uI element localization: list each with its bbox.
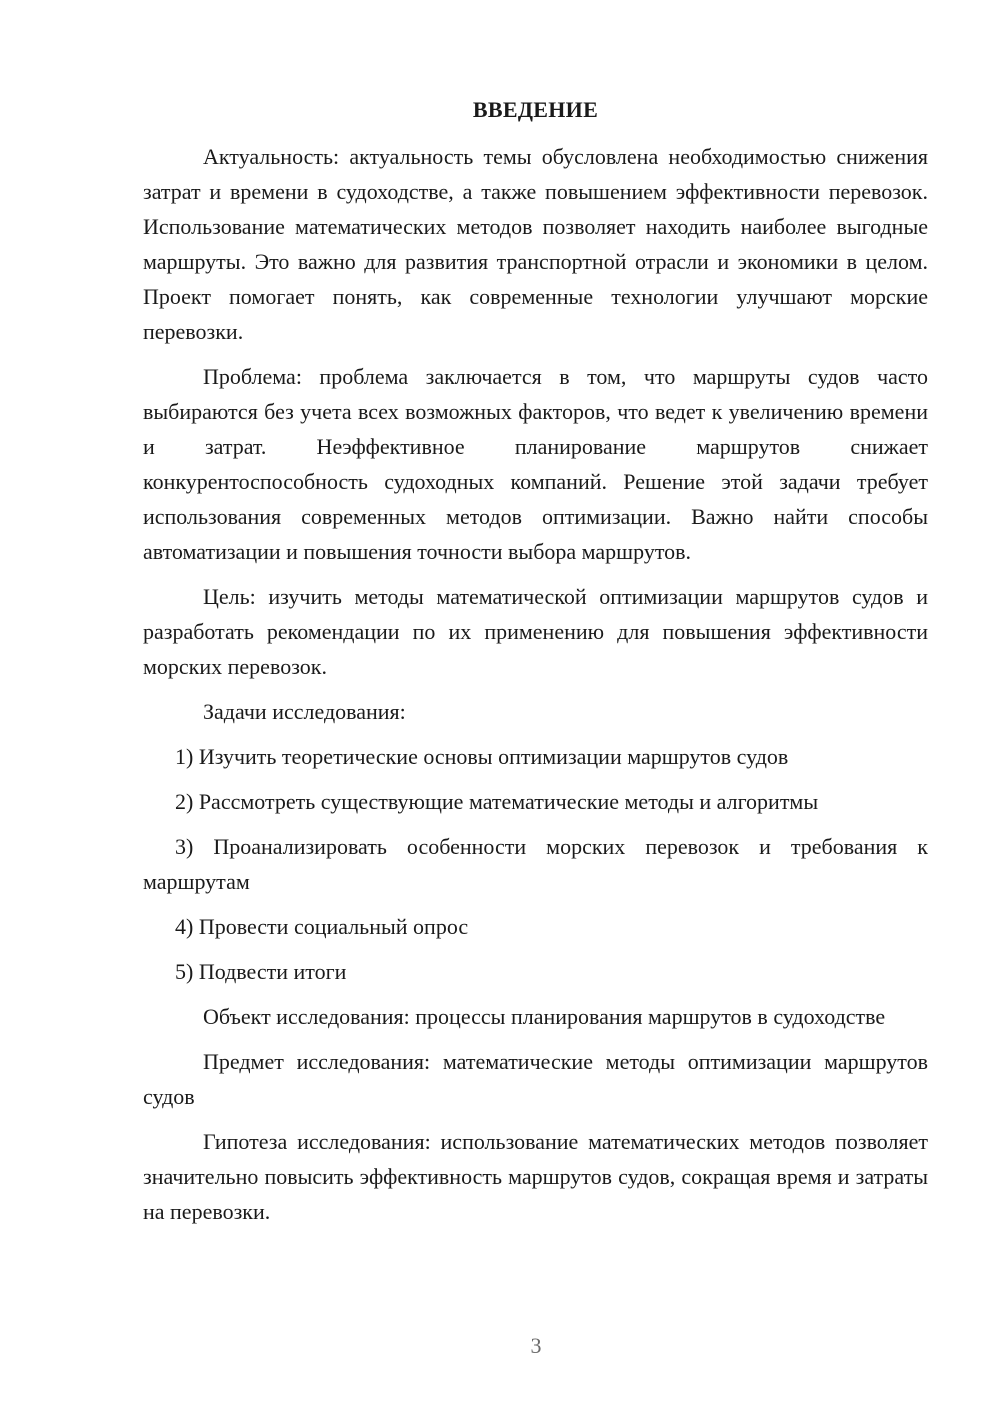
task-item-3: 3) Проанализировать особенности морских перевозок и требования к маршрутам — [143, 834, 928, 894]
paragraph-subject: Предмет исследования: математические методы оптимизации маршрутов судов — [143, 1049, 928, 1109]
paragraph-problem: Проблема: проблема заключается в том, что маршруты судов часто выбираются без учета всех возможных факторов, что ведет к увеличению времени и затрат. Неэффективное планирование маршрутов снижает конкурентоспособность судоходных компаний. Решение этой задачи требует использования современных методов оптимизации. Важно найти способы автоматизации и повышения точности выбора маршрутов. — [143, 364, 928, 564]
paragraph-hypothesis: Гипотеза исследования: использование математических методов позволяет значительно повысить эффективность маршрутов судов, сокращая время и затраты на перевозки. — [143, 1129, 928, 1224]
page-content — [143, 95, 928, 1239]
task-item-4: 4) Провести социальный опрос — [175, 914, 469, 939]
paragraph-goal: Цель: изучить методы математической оптимизации маршрутов судов и разработать рекомендации по их применению для повышения эффективности морских перевозок. — [143, 584, 928, 679]
page-number: 3 — [530, 1333, 542, 1358]
paragraph-relevance: Актуальность: актуальность темы обусловлена необходимостью снижения затрат и времени в судоходстве, а также повышением эффективности перевозок. Использование математических методов позволяет находить наиболее выгодные маршруты. Это важно для развития транспортной отрасли и экономики в целом. Проект помогает понять, как современные технологии улучшают морские перевозки. — [143, 144, 928, 344]
task-item-1: 1) Изучить теоретические основы оптимизации маршрутов судов — [175, 744, 789, 769]
task-item-5: 5) Подвести итоги — [175, 959, 347, 984]
task-item-2: 2) Рассмотреть существующие математические методы и алгоритмы — [175, 789, 819, 814]
page-title: ВВЕДЕНИЕ — [472, 97, 599, 122]
paragraph-object: Объект исследования: процессы планирования маршрутов в судоходстве — [203, 1004, 886, 1029]
tasks-heading: Задачи исследования: — [203, 699, 406, 724]
